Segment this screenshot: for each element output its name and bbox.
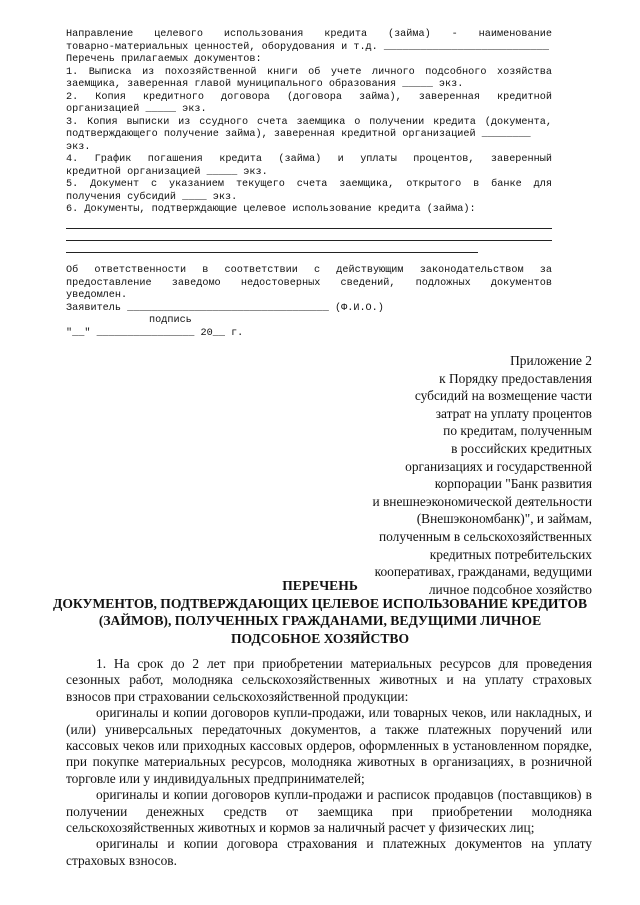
blank-line [66,217,552,229]
blank-line [66,241,478,253]
paragraph-1: 1. На срок до 2 лет при приобретении материальных ресурсов для проведения сезонных работ, молодняка сельскохозяйственных животных и на уплату страховых взносов при страховании сельскохозяйственной продукции: [66,656,592,704]
appendix-line: в российских кредитных [451,440,592,456]
document-title [40,577,600,647]
doc-item-1-line-2: заемщика, заверенная главой муниципального образования _____ экз. [66,79,464,90]
title-line: ПЕРЕЧЕНЬ [282,578,358,593]
doc-item-1-line-1: 1. Выписка из похозяйственной книги об учете личного подсобного хозяйства [66,66,552,78]
doc-item-6-line-1: 6. Документы, подтверждающие целевое использование кредита (займа): [66,204,476,215]
docs-header: Перечень прилагаемых документов: [66,54,262,65]
purpose-line-2: товарно-материальных ценностей, оборудования и т.д. ___________________________ [66,41,549,53]
paragraph-3: оригиналы и копии договоров купли-продажи и расписок продавцов (поставщиков) в получении денежных средств от заемщика при приобретении молодняка сельскохозяйственных животных и кормов за наличный расчет у физических лиц; [66,787,592,836]
doc-item-3-line-1: 3. Копия выписки из ссудного счета заемщика о получении кредита (документа, [66,116,552,128]
document-body [66,656,592,869]
appendix-line: по кредитам, полученным [443,423,592,439]
date-line: "__" ________________ 20__ г. [66,327,244,339]
title-line: (ЗАЙМОВ), ПОЛУЧЕННЫХ ГРАЖДАНАМИ, ВЕДУЩИМИ ЛИЧНОЕ [98,613,542,628]
doc-item-4-line-2: кредитной организацией _____ экз. [66,166,268,178]
doc-item-5-line-1: 5. Документ с указанием текущего счета заемщика, открытого в банке для [66,179,552,190]
appendix-line: полученным в сельскохозяйственных [378,528,592,544]
doc-item-3-line-3: экз. [66,141,91,153]
responsibility-line-1: Об ответственности в соответствии с действующим законодательством за [66,265,552,276]
title-line: ДОКУМЕНТОВ, ПОДТВЕРЖДАЮЩИХ ЦЕЛЕВОЕ ИСПОЛЬЗОВАНИЕ КРЕДИТОВ [52,595,588,611]
signature-label: подпись [149,315,192,326]
appendix-line: и внешнеэкономической деятельности [372,493,592,509]
appendix-line: субсидий на возмещение части [414,388,592,404]
appendix-line: кредитных потребительских [429,546,592,562]
appendix-line: кооперативах, гражданами, ведущими [374,564,592,580]
blank-line [66,229,552,241]
purpose-line-1: Направление целевого использования кредита (займа) - наименование [66,29,552,40]
appendix-line: организациях и государственной [405,458,592,474]
doc-item-3-line-2: подтверждающего получение займа), заверенная кредитной организацией ________ [66,129,531,140]
appendix-line: (Внешэкономбанк)", и займам, [416,511,592,527]
appendix-line: Приложение 2 [510,353,592,368]
doc-item-2-line-1: 2. Копия кредитного договора (договора займа), заверенная кредитной [66,91,552,103]
responsibility-line-3: уведомлен. [66,290,128,301]
appendix-header [372,352,592,598]
paragraph-4: оригиналы и копии договора страхования и платежных документов на уплату страховых взносов. [66,836,592,868]
applicant-line: Заявитель _________________________________ (Ф.И.О.) [66,302,384,314]
application-form-fragment [66,29,552,340]
doc-item-5-line-2: получения субсидий ____ экз. [66,191,238,203]
title-line: ПОДСОБНОЕ ХОЗЯЙСТВО [230,630,410,646]
appendix-line: затрат на уплату процентов [435,405,592,421]
doc-item-2-line-2: организацией _____ экз. [66,104,207,115]
doc-item-4-line-1: 4. График погашения кредита (займа) и уплаты процентов, заверенный [66,154,552,165]
appendix-line: к Порядку предоставления [439,370,592,386]
appendix-line: корпорации "Банк развития [434,476,592,492]
appendix-line: личное подсобное хозяйство [428,581,592,597]
responsibility-line-2: предоставление заведомо недостоверных сведений, подложных документов [66,277,552,289]
paragraph-2: оригиналы и копии договоров купли-продажи, или товарных чеков, или накладных, и (или) универсальных передаточных документов, а также платежных поручений или кассовых чеков или приходных кассовых ордеров, оформленных в установленном порядке, при покупке материальных ресурсов, молодняка животных в организациях, в розничной торговле или у индивидуальных предпринимателей; [66,705,592,786]
